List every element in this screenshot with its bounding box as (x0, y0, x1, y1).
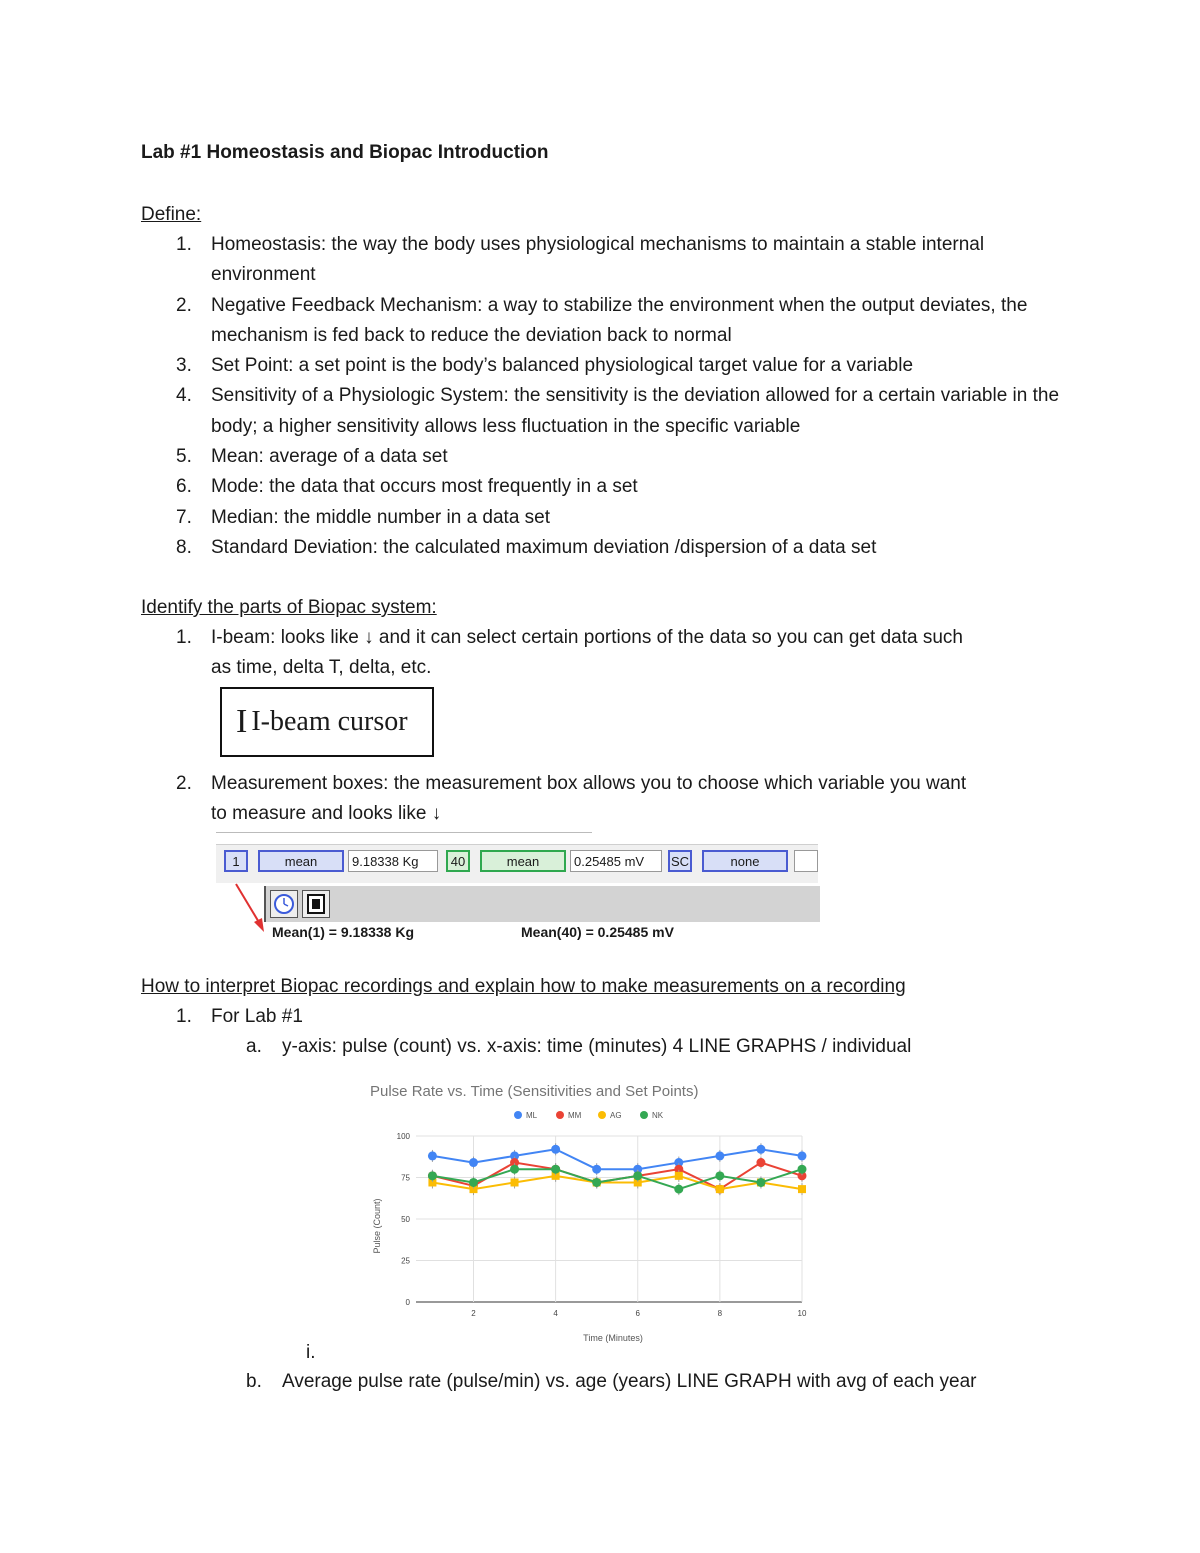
y-tick-label: 25 (401, 1256, 410, 1266)
x-tick-label: 2 (471, 1309, 476, 1318)
legend-item (598, 1111, 622, 1120)
data-point (715, 1151, 724, 1160)
legend-item (514, 1111, 538, 1120)
data-point (551, 1165, 560, 1174)
channel-box[interactable]: SC (668, 850, 692, 872)
list-item: 3. Set Point: a set point is the body’s balanced physiological target value for a variable (176, 355, 914, 377)
data-point (633, 1171, 642, 1180)
clock-icon[interactable] (270, 890, 298, 918)
data-point (469, 1158, 478, 1167)
list-item: 4. Sensitivity of a Physiologic System: the sensitivity is the deviation allowed for a certain variable in the body; a higher sensitivity allows less fluctuation in the specific variable (176, 385, 1060, 437)
part-number: 1. (176, 627, 192, 648)
function-box[interactable]: mean (258, 850, 344, 872)
legend-marker (640, 1111, 648, 1119)
data-point (756, 1145, 765, 1154)
part-text-line: as time, delta T, delta, etc. (211, 657, 432, 678)
sub-item-label: b. (246, 1371, 262, 1392)
legend-marker (598, 1111, 606, 1119)
x-tick-label: 6 (635, 1309, 640, 1318)
data-point (510, 1165, 519, 1174)
list-item: 2. Negative Feedback Mechanism: a way to stabilize the environment when the output deviates, the mechanism is fed back to reduce the deviation back to normal (176, 294, 1028, 346)
chart-series (428, 1143, 807, 1195)
sub-item-text: y-axis: pulse (count) vs. x-axis: time (minutes) 4 LINE GRAPHS / individual (282, 1036, 912, 1057)
journal-toolbar (264, 886, 820, 922)
define-heading: Define: (141, 204, 202, 225)
list-number: 1. (176, 1006, 192, 1027)
x-tick-label: 10 (797, 1309, 807, 1318)
series-nk (428, 1163, 807, 1195)
function-box[interactable]: mean (480, 850, 566, 872)
page-title: Lab #1 Homeostasis and Biopac Introduction (141, 142, 549, 163)
part-number: 2. (176, 773, 192, 794)
chart-canvas (360, 1076, 820, 1352)
channel-box[interactable]: 1 (224, 850, 248, 872)
measurement-box-screenshot (216, 840, 818, 952)
series-line (432, 1149, 802, 1169)
data-point (716, 1185, 724, 1193)
chart-legend (514, 1111, 664, 1120)
data-point (674, 1185, 683, 1194)
definitions-list (141, 230, 1061, 563)
data-point (798, 1185, 806, 1193)
legend-label: AG (610, 1111, 622, 1120)
identify-heading: Identify the parts of Biopac system: (141, 597, 437, 618)
data-point (592, 1178, 601, 1187)
legend-marker (514, 1111, 522, 1119)
data-point (511, 1178, 519, 1186)
y-tick-label: 50 (401, 1215, 410, 1224)
legend-item (556, 1111, 582, 1120)
interpret-heading: How to interpret Biopac recordings and explain how to make measurements on a recording (141, 976, 906, 997)
y-tick-label: 100 (396, 1132, 410, 1141)
part-text-line: I-beam: looks like ↓ and it can select certain portions of the data so you can get data such (211, 627, 963, 648)
x-tick-label: 8 (717, 1309, 723, 1318)
part-text-line: Measurement boxes: the measurement box allows you to choose which variable you want (211, 773, 967, 794)
result-text: Mean(1) = 9.18338 Kg (272, 924, 415, 940)
x-tick-label: 4 (553, 1309, 558, 1318)
list-item: 7. Median: the middle number in a data set (176, 506, 551, 528)
part-text-line: to measure and looks like ↓ (211, 803, 442, 824)
data-point (798, 1151, 807, 1160)
list-item: 1. Homeostasis: the way the body uses physiological mechanisms to maintain a stable internal environment (176, 234, 985, 286)
data-point (798, 1165, 807, 1174)
list-item: 8. Standard Deviation: the calculated maximum deviation /dispersion of a data set (176, 536, 877, 558)
data-point (756, 1178, 765, 1187)
data-point (428, 1171, 437, 1180)
y-tick-label: 0 (405, 1298, 410, 1307)
measurement-paste-icon[interactable] (302, 890, 330, 918)
legend-label: ML (526, 1111, 538, 1120)
data-point (715, 1171, 724, 1180)
sub-item-label: i. (306, 1342, 316, 1363)
legend-label: NK (652, 1111, 664, 1120)
data-point (428, 1151, 437, 1160)
value-box (794, 850, 818, 872)
legend-item (640, 1111, 664, 1120)
series-ag (428, 1170, 806, 1195)
y-tick-label: 75 (401, 1173, 410, 1183)
ibeam-icon: I (236, 703, 248, 740)
legend-label: MM (568, 1111, 582, 1120)
ibeam-cursor-image (220, 687, 434, 757)
sub-item-text: Average pulse rate (pulse/min) vs. age (years) LINE GRAPH with avg of each year (282, 1371, 977, 1392)
value-box: 9.18338 Kg (348, 850, 438, 872)
list-item: 6. Mode: the data that occurs most frequently in a set (176, 476, 638, 498)
data-point (551, 1145, 560, 1154)
sub-item-label: a. (246, 1036, 262, 1057)
list-item: 5. Mean: average of a data set (176, 446, 448, 468)
chart-title: Pulse Rate vs. Time (Sensitivities and Set Points) (370, 1083, 699, 1100)
pulse-rate-chart (360, 1076, 820, 1352)
data-point (675, 1172, 683, 1180)
data-point (592, 1165, 601, 1174)
data-point (756, 1158, 765, 1167)
ibeam-label: I-beam cursor (251, 706, 408, 737)
channel-box[interactable]: 40 (446, 850, 470, 872)
value-box: 0.25485 mV (570, 850, 662, 872)
list-item-text: For Lab #1 (211, 1006, 303, 1027)
function-box[interactable]: none (702, 850, 788, 872)
result-text: Mean(40) = 0.25485 mV (521, 924, 674, 940)
data-point (469, 1178, 478, 1187)
x-axis-label: Time (Minutes) (583, 1333, 643, 1343)
legend-marker (556, 1111, 564, 1119)
series-mm (428, 1157, 807, 1196)
y-axis-label: Pulse (Count) (372, 1198, 382, 1254)
